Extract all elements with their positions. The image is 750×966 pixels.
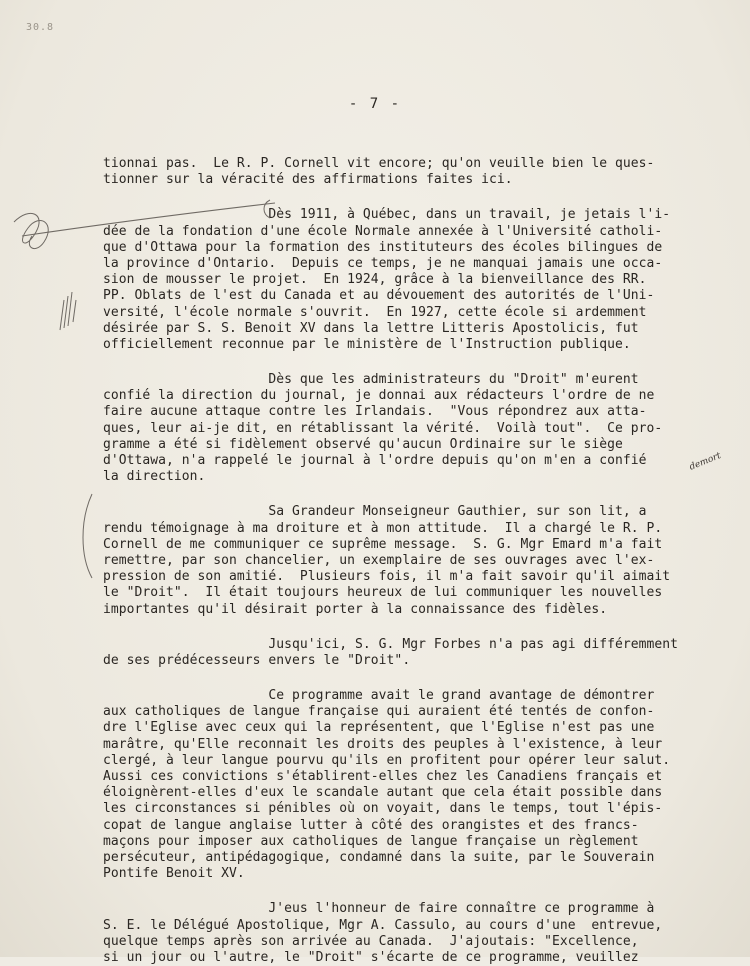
- paragraph: [103, 901, 743, 966]
- text-line: Sa Grandeur Monseigneur Gauthier, sur son lit, a: [103, 504, 647, 520]
- text-line: Dès que les administrateurs du "Droit" m'eurent: [103, 372, 639, 388]
- text-line: tionnai pas. Le R. P. Cornell vit encore; qu'on veuille bien le ques-: [103, 156, 655, 171]
- text-line: versité, l'école normale s'ouvrit. En 1927, cette école si ardemment: [103, 304, 647, 320]
- text-line: dée de la fondation d'une école Normale annexée à l'Université catholi-: [103, 223, 663, 239]
- text-line: le "Droit". Il était toujours heureux de lui communiquer les nouvelles: [103, 585, 663, 601]
- paragraph: [103, 156, 743, 188]
- text-line: pression de son amitié. Plusieurs fois, il m'a fait savoir qu'il aimait: [103, 569, 671, 585]
- text-line: officiellement reconnue par le ministère de l'Instruction publique.: [103, 336, 631, 352]
- paragraph-gap: [103, 669, 743, 688]
- text-line: dre l'Eglise avec ceux qui la représentent, que l'Eglise n'est pas une: [103, 720, 655, 736]
- pencil-hatch-icon: [60, 292, 76, 330]
- text-line: importantes qu'il désirait porter à la connaissance des fidèles.: [103, 601, 608, 617]
- paragraph: [103, 207, 743, 353]
- text-line: copat de langue anglaise lutter à côté des orangistes et des francs-: [103, 817, 639, 833]
- text-line: éloignèrent-elles d'eux le scandale autant que cela était possible dans: [103, 785, 663, 801]
- text-line: S. E. le Délégué Apostolique, Mgr A. Cassulo, au cours d'une entrevue,: [103, 917, 663, 933]
- text-line: si un jour ou l'autre, le "Droit" s'écarte de ce programme, veuillez: [103, 949, 639, 965]
- text-line: d'Ottawa, n'a rappelé le journal à l'ordre depuis qu'on m'en a confié: [103, 453, 647, 468]
- text-line: Cornell de me communiquer ce suprême message. S. G. Mgr Emard m'a fait: [103, 536, 663, 552]
- text-line: désirée par S. S. Benoit XV dans la lettre Litteris Apostolicis, fut: [103, 320, 639, 336]
- paragraph: [103, 688, 743, 882]
- text-line: persécuteur, antipédagogique, condamné dans la suite, par le Souverain: [103, 849, 655, 865]
- text-line: quelque temps après son arrivée au Canada. J'ajoutais: "Excellence,: [103, 933, 639, 949]
- text-line: Dès 1911, à Québec, dans un travail, je jetais l'i-: [103, 207, 671, 223]
- text-line: sion de mousser le projet. En 1924, grâce à la bienveillance des RR.: [103, 272, 647, 288]
- pencil-margin-bracket-icon: [83, 494, 92, 578]
- text-line: faire aucune attaque contre les Irlandais. "Vous répondrez aux atta-: [103, 404, 647, 420]
- text-line: Ce programme avait le grand avantage de démontrer: [103, 688, 655, 704]
- pencil-scribble-icon: [14, 213, 48, 248]
- text-line: que d'Ottawa pour la formation des instituteurs des écoles bilingues de: [103, 239, 663, 255]
- paragraph-gap: [103, 618, 743, 637]
- paragraph: [103, 637, 743, 669]
- text-line: la province d'Ontario. Depuis ce temps, je ne manquai jamais une occa-: [103, 255, 663, 271]
- page-number: - 7 -: [348, 96, 402, 112]
- text-line: confié la direction du journal, je donnai aux rédacteurs l'ordre de ne: [103, 388, 655, 404]
- handwritten-margin-note: demort: [688, 451, 723, 473]
- text-line: Aussi ces convictions s'établirent-elles chez les Canadiens français et: [103, 769, 663, 784]
- text-line: ques, leur ai-je dit, en rétablissant la vérité. Voilà tout". Ce pro-: [103, 420, 663, 436]
- text-line: clergé, à leur langue pourvu qu'ils en profitent pour opérer leur salut.: [103, 752, 671, 768]
- paragraph: [103, 504, 743, 617]
- text-line: de ses prédécesseurs envers le "Droit".: [103, 652, 411, 668]
- paragraph-gap: [103, 485, 743, 504]
- text-line: Pontife Benoit XV.: [103, 866, 245, 882]
- text-line: aux catholiques de langue française qui auraient été tentés de confon-: [103, 704, 655, 720]
- paragraph-gap: [103, 353, 743, 372]
- paragraph: [103, 372, 743, 485]
- text-line: maçons pour imposer aux catholiques de langue française un règlement: [103, 833, 639, 849]
- text-line: PP. Oblats de l'est du Canada et au dévouement des autorités de l'Uni-: [103, 288, 655, 304]
- document-body: [103, 156, 743, 966]
- text-line: J'eus l'honneur de faire connaître ce programme à: [103, 901, 655, 917]
- paragraph-gap: [103, 882, 743, 901]
- corner-mark: 30.8: [26, 22, 55, 33]
- text-line: la direction.: [103, 469, 206, 485]
- paragraph-gap: [103, 188, 743, 207]
- text-line: rendu témoignage à ma droiture et à mon attitude. Il a chargé le R. P.: [103, 520, 663, 536]
- text-line: tionner sur la véracité des affirmations faites ici.: [103, 172, 513, 188]
- text-line: gramme a été si fidèlement observé qu'aucun Ordinaire sur le siège: [103, 436, 623, 452]
- text-line: les circonstances si pénibles où on voyait, dans le temps, tout l'épis-: [103, 801, 663, 817]
- text-line: Jusqu'ici, S. G. Mgr Forbes n'a pas agi différemment: [103, 636, 678, 652]
- text-line: remettre, par son chancelier, un exemplaire de ses ouvrages avec l'ex-: [103, 552, 655, 568]
- text-line: marâtre, qu'Elle reconnait les droits des peuples à l'existence, à leur: [103, 736, 663, 752]
